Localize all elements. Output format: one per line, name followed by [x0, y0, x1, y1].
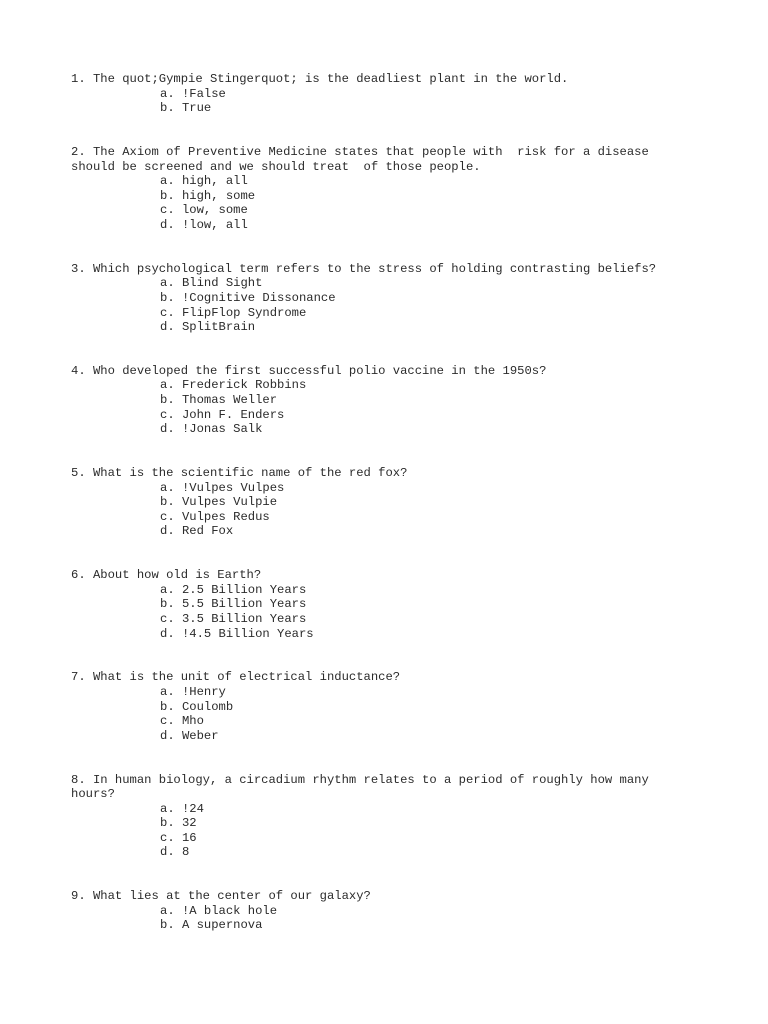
answer-option: b. high, some [160, 188, 256, 203]
answer-options [71, 685, 691, 743]
quiz-document [71, 72, 691, 962]
question-text: 8. In human biology, a circadium rhythm relates to a period of roughly how many hours? [71, 772, 657, 802]
answer-option: b. !Cognitive Dissonance [160, 290, 336, 305]
question-text: 7. What is the unit of electrical inductance? [71, 670, 401, 685]
question-text: 3. Which psychological term refers to the stress of holding contrasting beliefs? [71, 261, 657, 276]
answer-option: c. John F. Enders [160, 407, 285, 422]
answer-option: b. Coulomb [160, 699, 234, 714]
answer-options [71, 802, 691, 860]
question-3 [71, 262, 691, 335]
answer-option: a. 2.5 Billion Years [160, 582, 307, 597]
question-8 [71, 773, 691, 861]
answer-options [71, 583, 691, 641]
answer-option: d. !Jonas Salk [160, 422, 263, 437]
question-6 [71, 568, 691, 641]
answer-option: b. Thomas Weller [160, 393, 278, 408]
question-text: 2. The Axiom of Preventive Medicine states that people with risk for a disease should be screened and we should treat of those people. [71, 144, 657, 174]
question-1 [71, 72, 691, 116]
answer-options [71, 276, 691, 334]
answer-options [71, 481, 691, 539]
question-text: 4. Who developed the first successful polio vaccine in the 1950s? [71, 363, 547, 378]
answer-option: d. SplitBrain [160, 320, 256, 335]
answer-option: a. !Henry [160, 684, 226, 699]
answer-option: b. 5.5 Billion Years [160, 597, 307, 612]
question-7 [71, 670, 691, 743]
answer-option: d. 8 [160, 845, 190, 860]
answer-option: c. 3.5 Billion Years [160, 611, 307, 626]
answer-option: a. !Vulpes Vulpes [160, 480, 285, 495]
answer-option: a. !False [160, 86, 226, 101]
question-2 [71, 145, 691, 233]
question-4 [71, 364, 691, 437]
answer-option: d. Red Fox [160, 524, 234, 539]
answer-option: b. 32 [160, 816, 197, 831]
question-text: 6. About how old is Earth? [71, 568, 262, 583]
answer-option: b. A supernova [160, 918, 263, 933]
answer-option: a. !A black hole [160, 903, 278, 918]
question-9 [71, 889, 691, 933]
answer-option: c. FlipFlop Syndrome [160, 305, 307, 320]
answer-option: b. True [160, 101, 212, 116]
question-text: 1. The quot;Gympie Stingerquot; is the deadliest plant in the world. [71, 72, 569, 86]
answer-options [71, 904, 691, 933]
answer-option: c. low, some [160, 203, 248, 218]
answer-option: b. Vulpes Vulpie [160, 495, 278, 510]
answer-option: a. high, all [160, 174, 248, 189]
question-5 [71, 466, 691, 539]
answer-option: d. !4.5 Billion Years [160, 626, 314, 641]
answer-options [71, 87, 691, 116]
answer-options [71, 378, 691, 436]
answer-option: c. Vulpes Redus [160, 509, 270, 524]
question-text: 9. What lies at the center of our galaxy? [71, 889, 371, 904]
answer-option: c. Mho [160, 714, 204, 729]
answer-options [71, 174, 691, 232]
answer-option: d. Weber [160, 728, 219, 743]
answer-option: a. Blind Sight [160, 276, 263, 291]
question-text: 5. What is the scientific name of the red fox? [71, 466, 408, 481]
answer-option: a. !24 [160, 801, 204, 816]
answer-option: d. !low, all [160, 217, 248, 232]
answer-option: a. Frederick Robbins [160, 378, 307, 393]
answer-option: c. 16 [160, 830, 197, 845]
